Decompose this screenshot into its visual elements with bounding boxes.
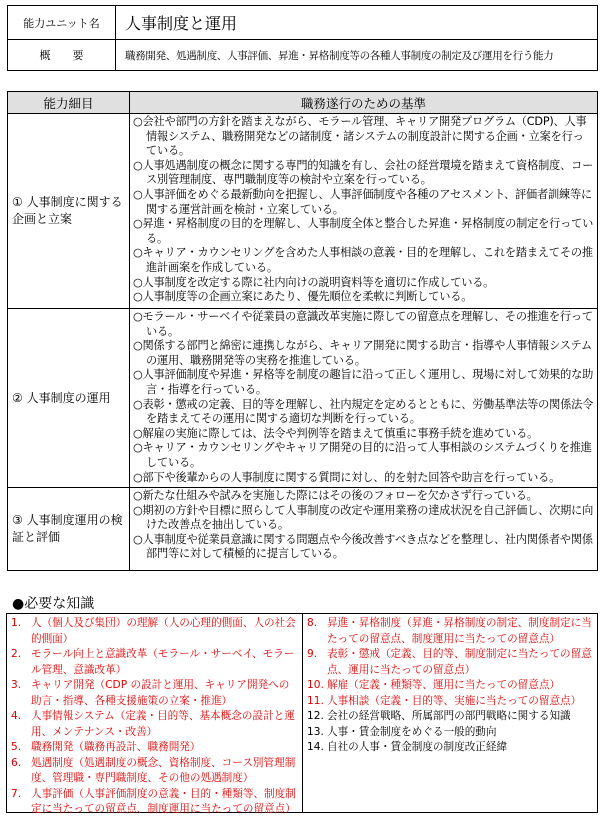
knowledge-number: 10. bbox=[307, 679, 324, 691]
knowledge-text: 昇進・昇格制度（昇進・昇格制度の制定、制度制定に当たっての留意点、制度運用に当たっての留意点） bbox=[327, 617, 592, 645]
overview-text: 職務開発、処遇制度、人事評価、昇進・昇格制度等の各種人事制度の制定及び運用を行う能力 bbox=[116, 40, 598, 71]
criterion: ○新たな仕組みや試みを実施した際にはその後のフォローを欠かさず行っている。 bbox=[133, 489, 538, 502]
knowledge-text: 解雇（定義・種類等、運用に当たっての留意点） bbox=[327, 679, 561, 691]
knowledge-item bbox=[11, 616, 298, 647]
criterion: ○関係する部門と綿密に連携しながら、キャリア開発に関する助言・指導や人事情報システムの運用、職務開発等の実務を推進している。 bbox=[133, 339, 592, 367]
knowledge-item bbox=[307, 725, 593, 741]
knowledge-number: 11. bbox=[307, 694, 324, 707]
criteria-cell bbox=[130, 114, 598, 309]
knowledge-text: 職務開発（職務再設計、職務開発） bbox=[31, 741, 201, 753]
knowledge-column-right bbox=[302, 614, 597, 812]
knowledge-item bbox=[11, 709, 298, 740]
unit-summary-table bbox=[7, 5, 598, 71]
criterion: ○部下や後輩からの人事制度に関する質問に対し、的を射た回答や助言を行っている。 bbox=[133, 470, 561, 484]
ability-criteria-table bbox=[7, 91, 598, 571]
knowledge-item bbox=[11, 756, 298, 787]
knowledge-text: 人事相談（定義・目的等、実施に当たっての留意点） bbox=[327, 694, 582, 707]
knowledge-text: 表彰・懲戒（定義、目的等、制度制定に当たっての留意点、運用に当たっての留意点） bbox=[327, 648, 592, 676]
ability-item: ③ 人事制度運用の検証と評価 bbox=[8, 488, 130, 571]
knowledge-item bbox=[307, 678, 593, 694]
knowledge-item bbox=[11, 678, 298, 709]
knowledge-number: 13. bbox=[307, 725, 324, 738]
knowledge-heading: ●必要な知識 bbox=[12, 596, 95, 612]
knowledge-number: 3. bbox=[11, 679, 22, 691]
knowledge-number: 7. bbox=[11, 787, 22, 800]
knowledge-item bbox=[11, 787, 298, 818]
knowledge-box bbox=[6, 613, 598, 813]
unit-name: 人事制度と運用 bbox=[116, 6, 598, 40]
table-row bbox=[8, 114, 598, 309]
criterion: ○モラール・サーベイや従業員の意識改革実施に際しての留意点を理解し、その推進を行っている。 bbox=[133, 310, 593, 338]
knowledge-item bbox=[307, 709, 593, 725]
criterion: ○キャリア・カウンセリングやキャリア開発の目的に沿って人事相談のシステムづくりを推進している。 bbox=[133, 441, 592, 469]
knowledge-number: 14. bbox=[307, 741, 324, 753]
knowledge-text: 会社の経営戦略、所属部門の部門戦略に関する知識 bbox=[327, 710, 571, 722]
knowledge-text: 処遇制度（処遇制度の概念、資格制度、コース別管理制度、管理職・専門職制度、その他の処遇制度） bbox=[31, 756, 296, 784]
knowledge-item bbox=[307, 740, 593, 756]
knowledge-item bbox=[11, 740, 298, 756]
criterion: ○昇進・昇格制度の目的を理解し、人事制度全体と整合した昇進・昇格制度の制定を行っている。 bbox=[133, 217, 594, 245]
criterion: ○人事制度を改定する際に社内向けの説明資料等を適切に作成している。 bbox=[133, 275, 495, 289]
criterion: ○解雇の実施に際しては、法令や判例等を踏まえて慎重に事務手続を進めている。 bbox=[133, 426, 539, 440]
knowledge-number: 4. bbox=[11, 710, 22, 722]
knowledge-number: 9. bbox=[307, 648, 318, 660]
knowledge-text: 人事・賃金制度をめぐる一般的動向 bbox=[327, 725, 497, 738]
knowledge-number: 5. bbox=[11, 741, 22, 753]
col-header-criteria: 職務遂行のための基準 bbox=[130, 92, 598, 114]
unit-name-label: 能力ユニット名 bbox=[8, 6, 116, 40]
knowledge-number: 8. bbox=[307, 617, 318, 629]
knowledge-item bbox=[11, 647, 298, 678]
criterion: ○表彰・懲戒の定義、目的等を理解し、社内規定を定めるとともに、労働基準法等の関係法令を踏まえてその運用に関する適切な判断を行っている。 bbox=[133, 397, 594, 426]
criterion: ○人事評価制度や昇進・昇格等を制度の趣旨に沿って正しく運用し、現場に対して効果的な助言・指導を行っている。 bbox=[133, 368, 594, 396]
knowledge-item bbox=[307, 694, 593, 710]
knowledge-text: 人事情報システム（定義・目的等、基本概念の設計と運用、メンテナンス・改善） bbox=[31, 710, 295, 738]
knowledge-number: 1. bbox=[11, 617, 22, 629]
criteria-cell bbox=[130, 488, 598, 571]
criteria-cell bbox=[130, 309, 598, 488]
criterion: ○人事評価をめぐる最新動向を把握し、人事評価制度や各種のアセスメント、評価者訓練等に関する運営計画を検討・立案している。 bbox=[133, 187, 592, 216]
ability-item: ① 人事制度に関する企画と立案 bbox=[8, 114, 130, 309]
knowledge-text: モラール向上と意識改革（モラール・サーベイ、モラール管理、意識改革） bbox=[31, 648, 295, 676]
knowledge-item bbox=[307, 647, 593, 678]
knowledge-number: 12. bbox=[307, 710, 324, 722]
overview-label: 概 要 bbox=[8, 40, 116, 71]
criterion: ○人事制度や従業員意識に関する問題点や今後改善すべき点などを整理し、社内関係者や関係部門等に対して積極的に提言している。 bbox=[133, 532, 593, 561]
knowledge-number: 2. bbox=[11, 648, 22, 660]
table-row bbox=[8, 309, 598, 488]
col-header-item: 能力細目 bbox=[8, 92, 130, 114]
knowledge-item bbox=[307, 616, 593, 647]
table-row bbox=[8, 488, 598, 571]
criterion: ○キャリア・カウンセリングを含めた人事相談の意義・目的を理解し、これを踏まえてその推進計画案を作成している。 bbox=[133, 246, 593, 274]
knowledge-text: 人事評価（人事評価制度の意義・目的・種類等、制度制定に当たっての留意点、制度運用に当たっての留意点） bbox=[31, 787, 296, 815]
criterion: ○人事処遇制度の概念に関する専門的知識を有し、会社の経営環境を踏まえて資格制度、コース別管理制度、専門職制度等の検討や立案を行っている。 bbox=[133, 158, 594, 187]
knowledge-text: キャリア開発（CDP の設計と運用、キャリア開発への助言・指導、各種支援施策の立案・推進） bbox=[31, 679, 290, 707]
criterion: ○会社や部門の方針を踏まえながら、モラール管理、キャリア開発プログラム（CDP)、人事情報システム、職務開発などの諸制度・諸システムの制度設計に関する企画・立案を行っている。 bbox=[133, 115, 587, 158]
criterion: ○期初の方針や目標に照らして人事制度の改定や運用業務の達成状況を自己評価し、次期に向けた改善点を抽出している。 bbox=[133, 503, 594, 532]
criterion: ○人事制度等の企画立案にあたり、優先順位を柔軟に判断している。 bbox=[133, 290, 473, 304]
knowledge-text: 人（個人及び集団）の理解（人の心理的側面、人の社会的側面） bbox=[31, 617, 296, 645]
ability-item: ② 人事制度の運用 bbox=[8, 309, 130, 488]
knowledge-number: 6. bbox=[11, 756, 22, 769]
knowledge-text: 自社の人事・賃金制度の制度改正経緯 bbox=[327, 741, 508, 753]
knowledge-column-left bbox=[7, 614, 302, 815]
